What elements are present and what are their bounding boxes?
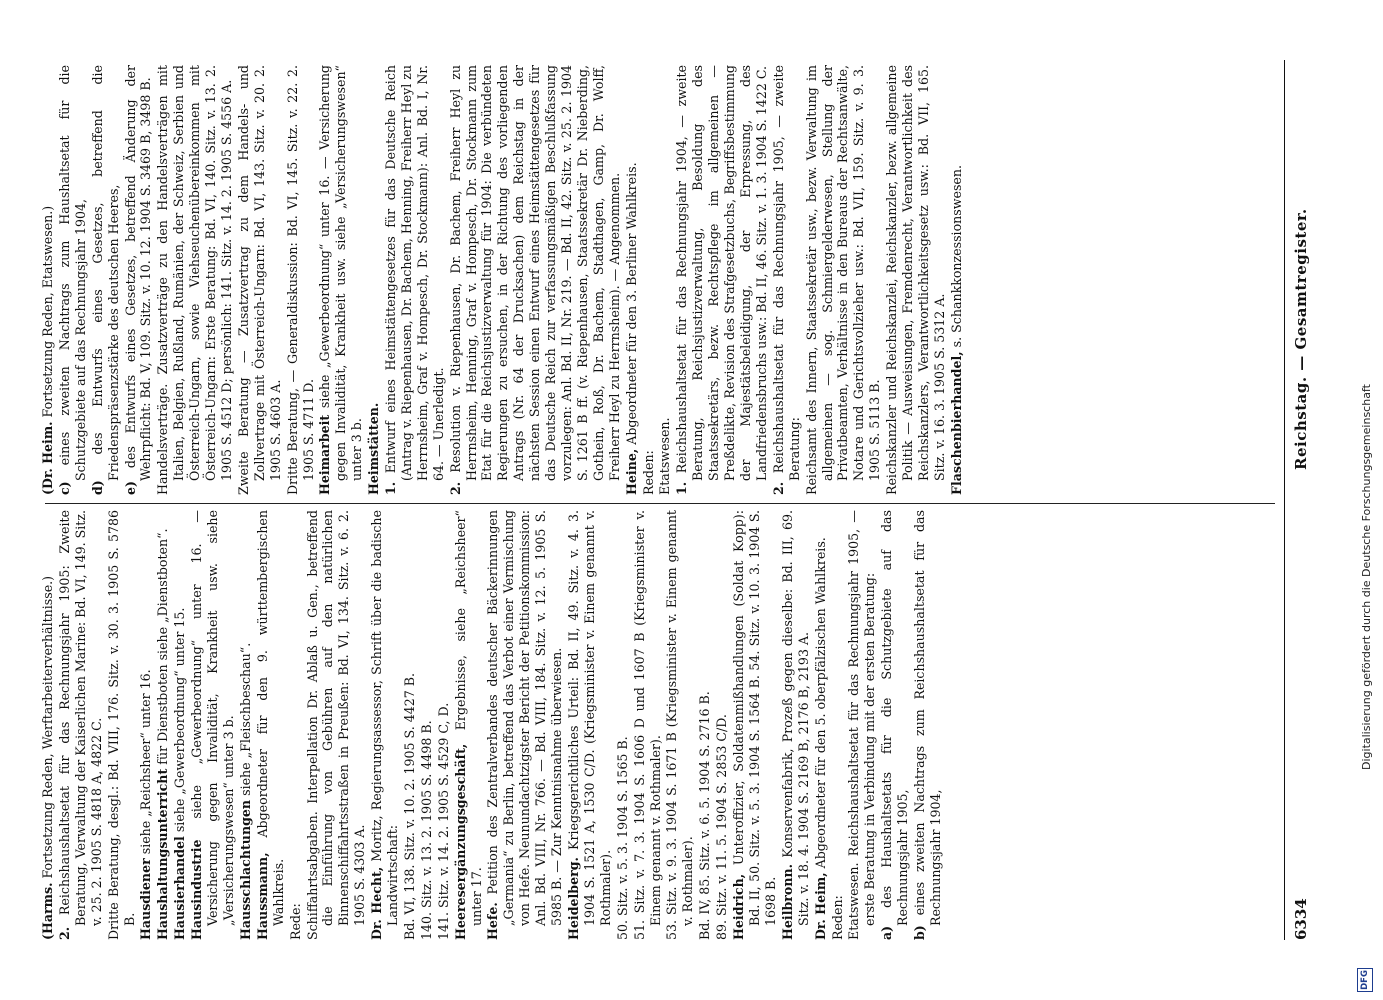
entry-text: Konservenfabrik, Prozeß gegen dieselbe: Bd. III, 69. Sitz. v. 18. 4. 1904 S. 2169 B, 2176 B, 2193 A. [779,510,811,926]
entry-text: 51. Sitz. v. 7. 3. 1904 S. 1606 D und 1607 B (Kriegsminister v. Einem genannt v. Rothmaler). [631,510,663,940]
register-entry [566,510,614,940]
entry-heading: Dr. Hecht, [369,866,385,940]
entry-text: Schiffahrtsabgaben. Interpellation Dr. Ablaß u. Gen., betreffend die Einführung von Gebühren auf den natürlichen Binnenschiffahrtsstraßen in Preußen: Bd. VI, 134. Sitz. v. 6. 2. 1905 S. 4303 A. [304,510,368,940]
entry-text: 53. Sitz. v. 9. 3. 1904 S. 1671 B (Kriegsminister v. Einem genannt v. Rothmaler). [664,510,696,940]
entry-heading: Haussmann, [254,852,270,940]
entry-text: Dritte Beratung, desgl.: Bd. VIII, 176. Sitz. v. 30. 3. 1905 S. 5786 B. [105,510,137,940]
entry-text: Abgeordneter für den 3. Berliner Wahlkreis. [623,162,639,445]
entry-text: Etatswesen. [657,417,673,495]
entry-heading: Hausierhandel [172,836,188,940]
entry-heading: c) [56,481,72,495]
entry-heading: 2. [56,926,72,940]
entry-text: eines zweiten Nachtrags zum Reichshaushaltsetat für das Rechnungsjahr 1904, [912,510,943,926]
register-entry [813,510,829,940]
entry-text: Unteroffizier, Soldatenmißhandlungen (Soldat Kopp): Bd. II, 50. Sitz. v. 5. 3. 1904 S. 1564 B. 54. Sitz. v. 10. 3. 1904 S. 1698 B. [731,510,778,926]
entry-text: Reichskanzler und Reichskanzlei, Reichskanzler, bezw. allgemeine Politik — Ausweisungen, Fremdenrecht, Verantwortlichkeit des Reichskanzlers, Verantwortlichkeitsgesetz usw.: Bd. VII, 165. Sitz. v. 16. 3. 1905 S. 5312 A. [884,65,947,495]
entry-text: des Entwurfs eines Gesetzes, betreffend die Friedenspräsenzstärke des deutschen Heeres, [89,65,121,481]
entry-text: für Dienstboten siehe „Dienstboten“. [155,528,171,765]
register-entry [641,65,657,495]
register-entry [436,510,452,940]
register-entry [780,510,812,940]
entry-text: Etatswesen. Reichshaushaltsetat für das Rechnungsjahr 1905, — erste Beratung in Verbindung mit der ersten Beratung: [846,510,878,940]
entry-text: 141. Sitz. v. 14. 2. 1905 S. 4529 C, D. [435,702,451,940]
register-entry [40,510,56,940]
register-entry [155,510,171,940]
register-entry [884,65,948,495]
register-entry [697,510,713,940]
column-divider [45,503,1275,504]
entry-text: Entwurf eines Heimstättengesetzes für das Deutsche Reich (Antrag v. Riepenhausen, Dr. Bachem, Henning, Freiherr Heyl zu Herrnsheim, Graf v. Hompesch, Dr. Stockmann): Anl. Bd. I, Nr. 64. — Unerledigt. [383,65,446,481]
entry-text: Reichshaushaltsetat für das Rechnungsjahr 1905: Zweite Beratung, Verwaltung der Kaiserlichen Marine: Bd. VI, 149. Sitz. v. 25. 2. 1905 S. 4818 A, 4822 C. [56,510,104,926]
register-entry [317,65,365,495]
entry-text: Reden: [829,895,845,940]
register-entry [912,510,944,940]
register-entry [771,65,803,495]
register-entry [285,65,317,495]
entry-heading: Heidrich, [731,873,747,940]
register-entry [172,510,188,940]
entry-text: siehe „Gewerbeordnung“ unter 16. — Versicherung gegen Invalidität, Krankheit usw. siehe „Versicherungswesen“ unter 3 b. [189,510,236,926]
entry-text: Reden: [640,450,656,495]
entry-text: Moritz, Regierungsassessor, Schrift über die badische Landwirtschaft: [369,510,401,926]
register-entry [830,510,846,940]
register-entry [448,65,623,495]
entry-text: Abgeordneter für den 5. oberpfälzischen Wahlkreis. [812,537,828,869]
page-header [1290,60,1318,940]
entry-heading: e) [122,481,138,495]
register-entry [255,510,287,940]
entry-text: Fortsetzung Reden, Etatswesen.) [40,205,55,418]
entry-text: Fortsetzung Reden, Werftarbeiterverhältnisse.) [40,575,55,879]
entry-heading: Dr. Heim, [812,872,828,940]
register-entry [305,510,369,940]
register-entry [453,510,485,940]
dfg-logo: DFG [1357,968,1373,992]
entry-text: Petition des Zentralverbandes deutscher Bäckerinnungen „Germania“ zu Berlin, betreffend das Verbot einer Vermischung von Hefe. Neunundachtzigster Bericht der Petitionskommission: Anl. Bd. VIII, Nr. 766. — Bd. VIII, 184. Sitz. v. 12. 5. 1905 S. 5985 B. — Zur Kenntnisnahme überwiesen. [485,510,565,926]
register-entry [288,510,304,940]
entry-heading: Heeresergänzungsgeschäft, [452,743,468,940]
entry-heading: Haushaltungsunterricht [155,768,171,940]
entry-text: Zweite Beratung — Zusatzvertrag zu dem Handels- und Zollvertrage mit Österreich-Ungarn: Bd. VI, 143. Sitz. v. 20. 2. 1905 S. 4603 A. [235,65,283,495]
register-entry [731,510,779,940]
header-rule [1284,60,1285,940]
entry-heading: Hausschlachtungen [237,799,253,940]
register-entry [624,65,640,495]
entry-heading: 2. [447,481,463,495]
entry-text: des Entwurfs eines Gesetzes, betreffend Änderung der Wehrpflicht: Bd. V, 109. Sitz. v. 10. 12. 1904 S. 3469 B, 3498 B. [122,65,154,481]
register-entry [879,510,911,940]
register-entry [369,510,401,940]
running-title: Reichstag. — Gesamtregister. [1292,208,1310,470]
entry-text: 50. Sitz. v. 5. 3. 1904 S. 1565 B. [614,736,630,940]
entry-heading: (Harms. [40,882,55,940]
register-entry [657,65,673,495]
register-entry [632,510,664,940]
entry-heading: Hausdiener [138,858,154,940]
register-entry [383,65,447,495]
left-column [40,510,1275,940]
entry-text: Resolution v. Riepenhausen, Dr. Bachem, Freiherr Heyl zu Herrnsheim, Henning, Graf v. Hompesch, Dr. Stockmann zum Etat für die Reichsjustizverwaltung für 1904: Die verbündeten Regierungen zu ersuchen, in der Richtung des vorliegenden Antrags (Nr. 64 der Drucksachen) dem Reichstag in der nächsten Session einen Entwurf eines Heimstättengesetzes für das Deutsche Reich zur verfassungsmäßigen Beschlußfassung vorzulegen: Anl. Bd. II, Nr. 219. — Bd. II, 42. Sitz. v. 25. 2. 1904 S. 1261 B ff. (v. Riepenhausen, Staatssekretär Dr. Nieberding, Gothein, Roß, Dr. Bachem, Stadthagen, Gamp, Dr. Wolff, Freiherr Heyl zu Herrnsheim). — Angenommen. [447,65,622,481]
register-entry [57,510,105,940]
register-entry [155,65,235,495]
digitization-credit: Digitalisierung gefördert durch die Deutsche Forschungsgemeinschaft [1360,384,1373,770]
register-entry [106,510,138,940]
entry-heading: 2. [770,481,786,495]
entry-heading: 1. [383,481,399,495]
entry-text: Dritte Beratung, — Generaldiskussion: Bd. VI, 145. Sitz. v. 22. 2. 1905 S. 4711 D. [284,65,316,495]
entry-text: siehe „Reichsheer“ unter 16. [138,669,154,855]
entry-text: siehe „Gewerbeordnung“ unter 15. [172,607,188,833]
register-entry [189,510,237,940]
register-entry [485,510,565,940]
entry-heading: Heimstätten. [366,402,382,495]
entry-heading: Heine, [623,448,639,495]
entry-heading: 1. [674,481,690,495]
register-entry [366,65,382,495]
entry-text: Abgeordneter für den 9. württembergischen Wahlkreis. [254,510,286,926]
entry-heading: Heidelberg. [566,857,581,940]
register-entry [674,65,769,495]
entry-heading: Heimarbeit [317,414,333,495]
register-entry [419,510,435,940]
register-entry [804,65,884,495]
entry-text: siehe „Gewerbeordnung“ unter 16. — Versicherung gegen Invalidität, Krankheit usw. siehe „Versicherungswesen“ unter 3 b. [317,65,365,481]
right-column [40,65,1275,495]
register-entry [238,510,254,940]
register-entry [138,510,154,940]
register-entry [949,65,965,495]
register-entry [57,65,89,495]
entry-heading: Heilbronn. [779,863,795,940]
register-entry [664,510,696,940]
entry-heading: Hausindustrie [189,839,205,940]
entry-text: Handelsverträge. Zusatzverträge zu den Handelsverträgen mit Italien, Belgien, Rußland, Rumänien, der Schweiz, Serbien und Österreich-Ungarn, sowie Viehseuchenübereinkommen mit Österreich-Ungarn: Erste Beratung: Bd. VI, 140. Sitz. v. 13. 2. 1905 S. 4512 D; persönlich: 141. Sitz. v. 14. 2. 1905 S. 4556 A. [155,65,234,495]
entry-text: Reichsamt des Innern, Staatssekretär usw., bezw. Verwaltung im allgemeinen — sog. Schmiergelderwesen, Stellung der Privatbeamten, Verhältnisse in den Bureaus der Rechtsanwälte, Notare und Gerichtsvollzieher usw.: Bd. VII, 159. Sitz. v. 9. 3. 1905 S. 5113 B. [803,65,883,495]
entry-heading: d) [89,480,105,495]
entry-text: Reichshaushaltsetat für das Rechnungsjahr 1904, — zweite Beratung, Reichsjustizverwaltung, Besoldung des Staatssekretärs, bezw. Rechtspflege im allgemeinen — Preßdelikte, Revision des Strafgesetzbuchs, Begriffsbestimmung der Majestätsbeleidigung, der Erpressung, des Landfriedensbruchs usw.: Bd. II, 46. Sitz. v. 1. 3. 1904 S. 1422 C. [674,65,769,481]
register-entry [40,65,56,495]
entry-heading: Hefe. [485,902,501,940]
entry-heading: a) [879,925,895,940]
entry-heading: Flaschenbierhandel, [948,351,964,495]
page-number: 6334 [1292,898,1310,940]
entry-text: Kriegsgerichtliches Urteil: Bd. II, 49. Sitz. v. 4. 3. 1904 S. 1521 A, 1530 C/D. (Kriegsminister v. Einem genannt v. Rothmaler). [566,510,613,926]
register-entry [714,510,730,940]
entry-text: eines zweiten Nachtrags zum Haushaltsetat für die Schutzgebiete auf das Rechnungsjahr 1904, [56,65,88,481]
entry-heading: b) [912,925,928,940]
entry-text: s. Schankkonzessionswesen. [948,165,964,348]
entry-text: 140. Sitz. v. 13. 2. 1905 S. 4498 B. [418,720,434,940]
register-entry [615,510,631,940]
entry-heading: (Dr. Heim. [40,421,55,495]
entry-text: siehe „Fleischbeschau“. [237,642,253,796]
entry-text: Ergebnisse, siehe „Reichsheer“ unter 17. [452,510,484,926]
entry-text: Rede: [287,903,303,940]
register-entry [402,510,418,940]
entry-text: Bd. VI, 138. Sitz. v. 10. 2. 1905 S. 4427 B. [401,672,417,940]
register-entry [846,510,878,940]
register-entry [90,65,122,495]
entry-text: 89. Sitz. v. 11. 5. 1904 S. 2853 C/D. [714,714,730,940]
entry-text: Bd. IV, 85. Sitz. v. 6. 5. 1904 S. 2716 B. [697,691,713,940]
entry-text: Reichshaushaltsetat für das Rechnungsjahr 1905, — zweite Beratung: [770,65,802,481]
register-entry [123,65,155,495]
entry-text: des Haushaltsetats für die Schutzgebiete auf das Rechnungsjahr 1905, [879,510,911,926]
register-entry [236,65,284,495]
